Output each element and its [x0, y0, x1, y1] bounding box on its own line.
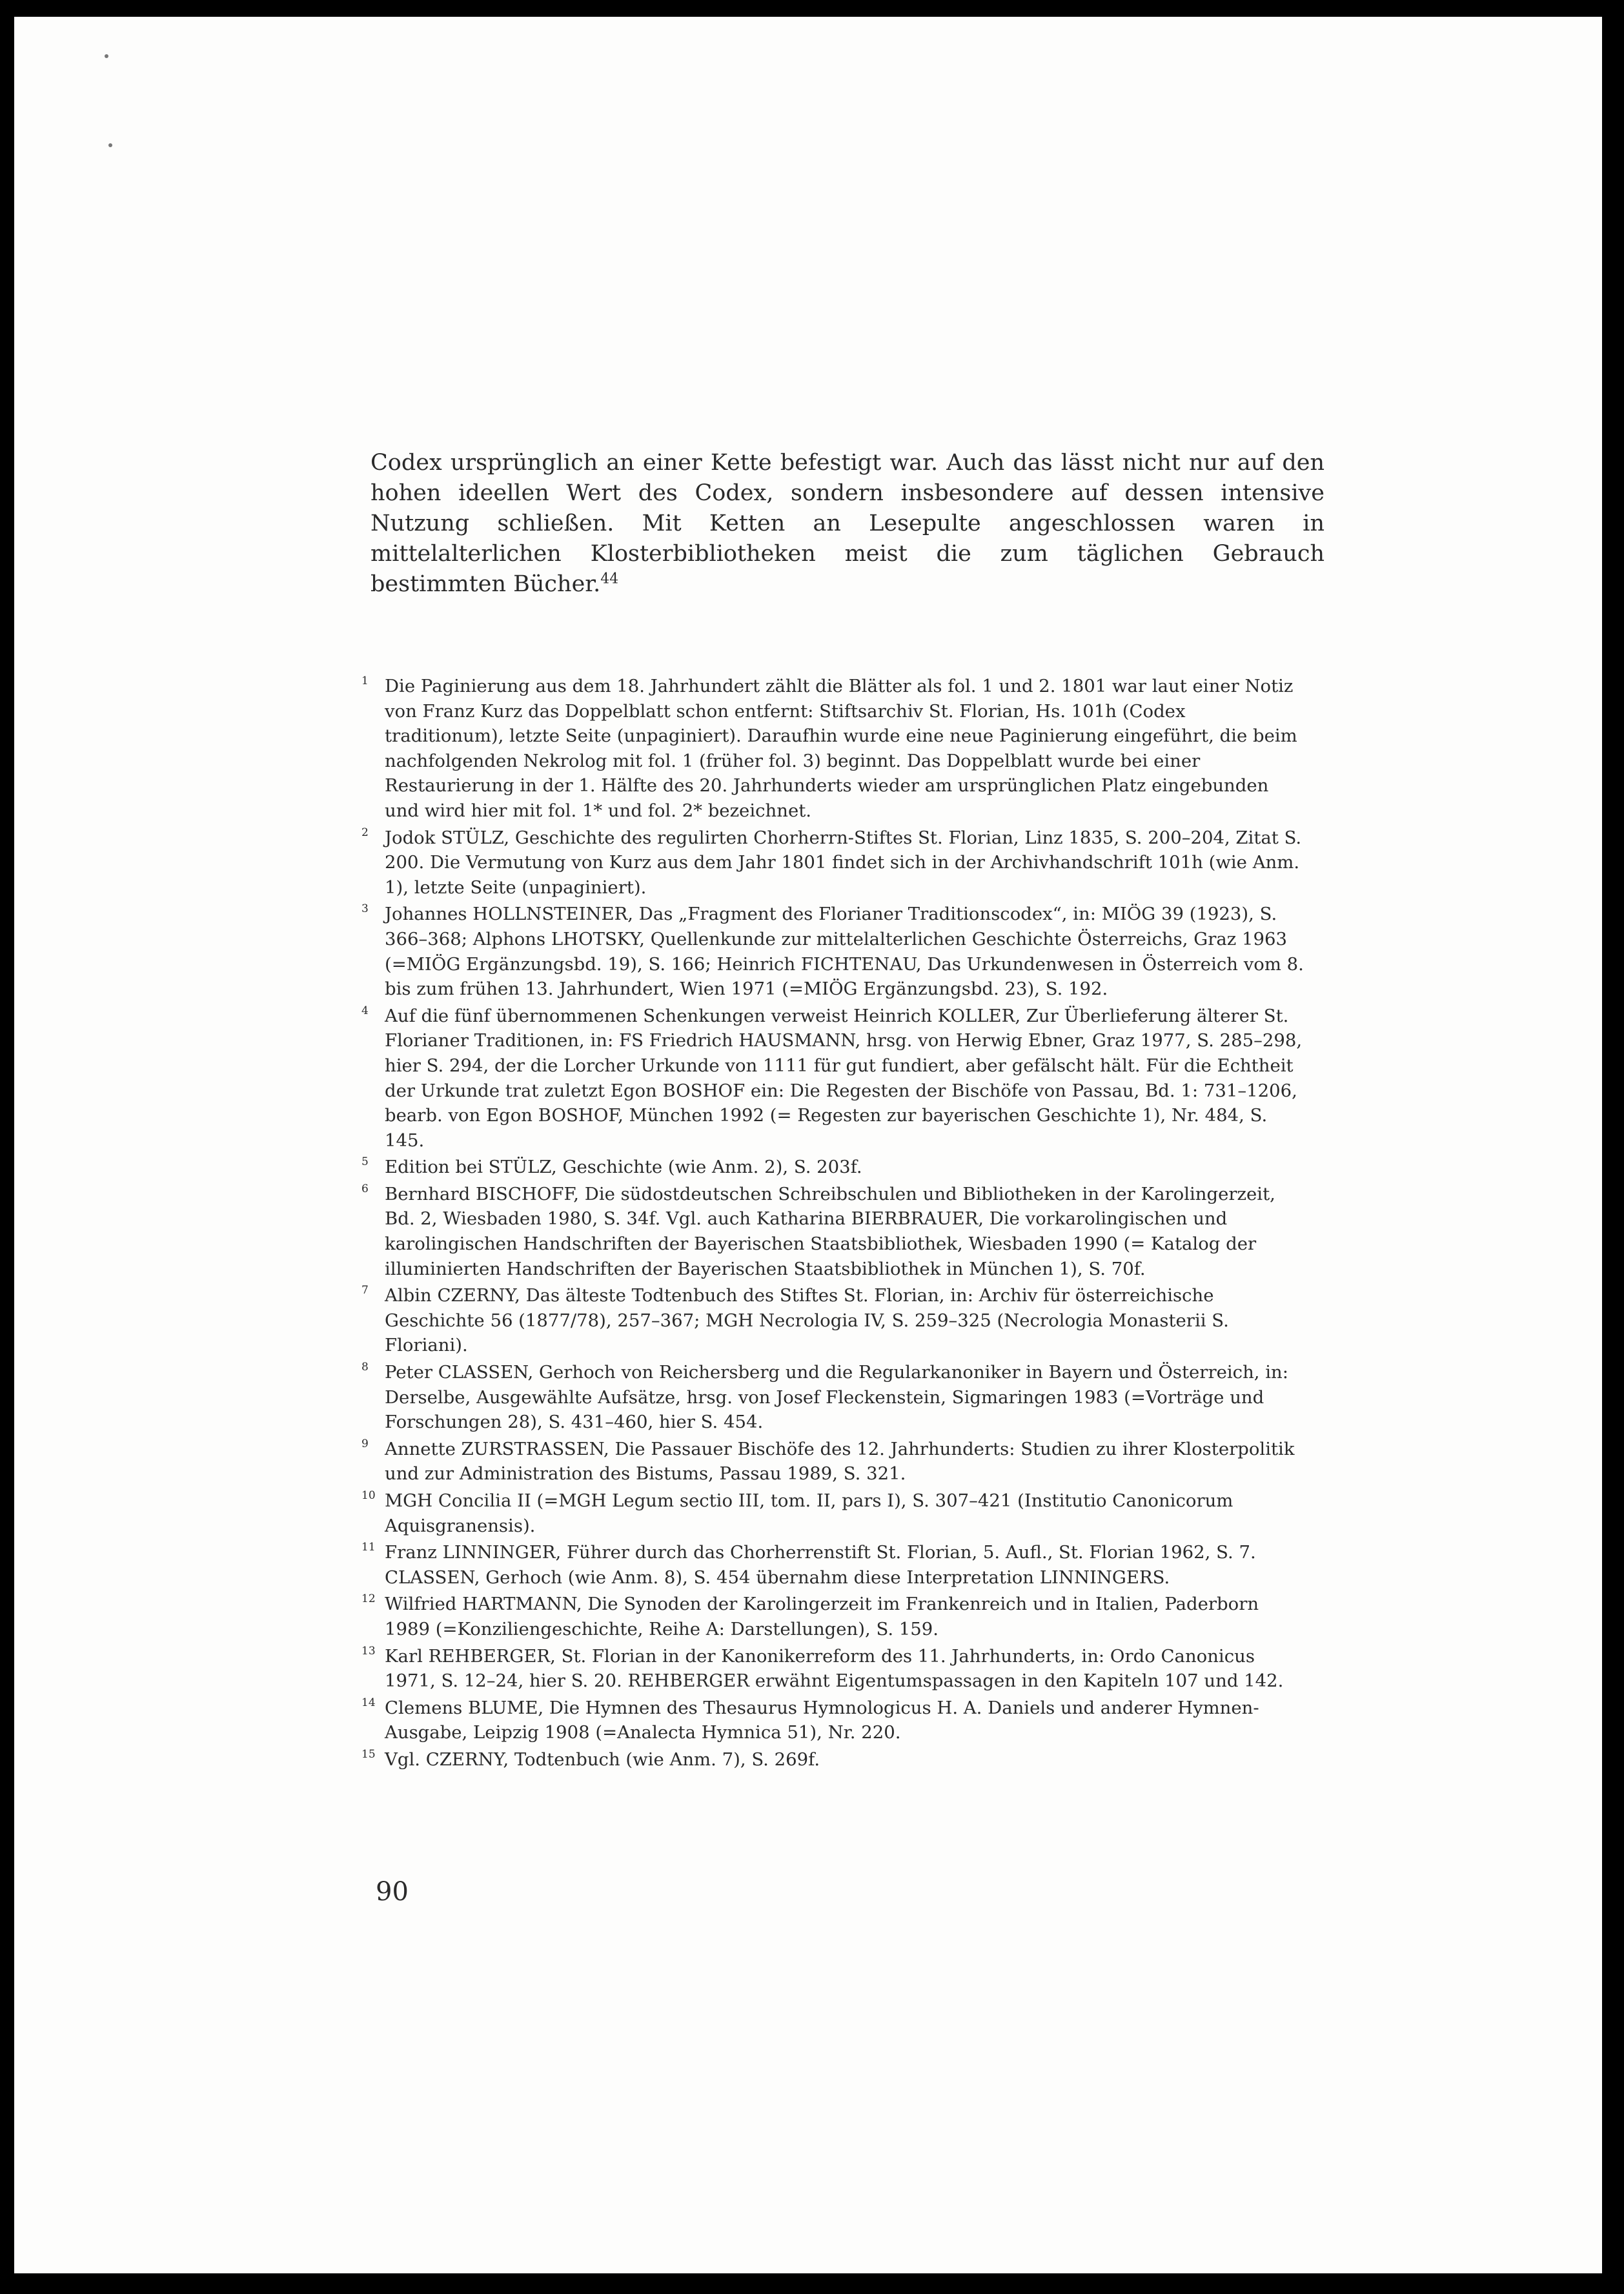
footnote-number: 1 — [361, 675, 369, 687]
footnote-text: Vgl. CZERNY, Todtenbuch (wie Anm. 7), S. 269f. — [385, 1749, 820, 1770]
body-paragraph-text: Codex ursprünglich an einer Kette befestigt war. Auch das lässt nicht nur auf den hohen ideellen Wert des Codex, sondern insbesondere auf dessen intensive Nutzung schließen. Mit Ketten an Lesepulte angeschlossen waren in mittelalterlichen Klosterbibliotheken meist die zum täglichen Gebrauch bestimmten Bücher. — [370, 450, 1325, 597]
footnote-number: 11 — [361, 1541, 376, 1554]
footnote-text: Johannes HOLLNSTEINER, Das „Fragment des Florianer Traditionscodex“, in: MIÖG 39 (1923), S. 366–368; Alphons LHOTSKY, Quellenkunde zur mittelalterlichen Geschichte Österreichs, Graz 1963 (=MIÖG Ergänzungsbd. 19), S. 166; Heinrich FICHTENAU, Das Urkundenwesen in Österreich vom 8. bis zum frühen 13. Jahrhundert, Wien 1971 (=MIÖG Ergänzungsbd. 23), S. 192. — [385, 904, 1304, 1000]
footnote-number: 14 — [361, 1696, 376, 1709]
footnote-text: Albin CZERNY, Das älteste Todtenbuch des Stiftes St. Florian, in: Archiv für österreichische Geschichte 56 (1877/78), 257–367; MGH Necrologia IV, S. 259–325 (Necrologia Monasterii S. Floriani). — [385, 1285, 1229, 1356]
footnote-number: 3 — [361, 902, 369, 916]
footnote-text: Edition bei STÜLZ, Geschichte (wie Anm. 2), S. 203f. — [385, 1157, 862, 1178]
footnote-text: Annette ZURSTRASSEN, Die Passauer Bischöfe des 12. Jahrhunderts: Studien zu ihrer Klosterpolitik und zur Administration des Bistums, Passau 1989, S. 321. — [385, 1438, 1295, 1485]
footnote-text: Franz LINNINGER, Führer durch das Chorherrenstift St. Florian, 5. Aufl., St. Florian 1962, S. 7. CLASSEN, Gerhoch (wie Anm. 8), S. 454 übernahm diese Interpretation LINNINGERS. — [385, 1542, 1256, 1588]
footnote-text: Jodok STÜLZ, Geschichte des regulirten Chorherrn-Stiftes St. Florian, Linz 1835, S. 200–204, Zitat S. 200. Die Vermutung von Kurz aus dem Jahr 1801 findet sich in der Archivhandschrift 101h (wie Anm. 1), letzte Seite (unpaginiert). — [385, 827, 1302, 898]
footnote — [361, 1747, 1305, 1772]
footnote — [361, 1488, 1305, 1538]
footnote-number: 7 — [361, 1284, 369, 1297]
footnote-number: 8 — [361, 1361, 369, 1374]
footnote-text: Karl REHBERGER, St. Florian in der Kanonikerreform des 11. Jahrhunderts, in: Ordo Canonicus 1971, S. 12–24, hier S. 20. REHBERGER erwähnt Eigentumspassagen in den Kapiteln 107 und 142. — [385, 1645, 1284, 1692]
footnote — [361, 826, 1305, 900]
footnote-text: Clemens BLUME, Die Hymnen des Thesaurus Hymnologicus H. A. Daniels und anderer Hymnen-Ausgabe, Leipzig 1908 (=Analecta Hymnica 51), Nr. 220. — [385, 1697, 1259, 1743]
footnote — [361, 1155, 1305, 1180]
footnote-number: 12 — [361, 1592, 376, 1606]
page-number: 90 — [376, 1877, 409, 1907]
footnote-text: Auf die fünf übernommenen Schenkungen verweist Heinrich KOLLER, Zur Überlieferung älterer St. Florianer Traditionen, in: FS Friedrich HAUSMANN, hrsg. von Herwig Ebner, Graz 1977, S. 285–298, hier S. 294, der die Lorcher Urkunde von 1111 für gut fundiert, aber gefälscht hält. Für die Echtheit der Urkunde trat zuletzt Egon BOSHOF ein: Die Regesten der Bischöfe von Passau, Bd. 1: 731–1206, bearb. von Egon BOSHOF, München 1992 (= Regesten zur bayerischen Geschichte 1), Nr. 484, S. 145. — [385, 1005, 1303, 1151]
footnote — [361, 1004, 1305, 1153]
footnote-text: Peter CLASSEN, Gerhoch von Reichersberg und die Regularkanoniker in Bayern und Österreich, in: Derselbe, Ausgewählte Aufsätze, hrsg. von Josef Fleckenstein, Sigmaringen 1983 (=Vorträge und Forschungen 28), S. 431–460, hier S. 454. — [385, 1362, 1289, 1433]
footnote — [361, 1696, 1305, 1745]
footnotes-list — [361, 674, 1305, 1774]
footnote — [361, 1592, 1305, 1641]
footnote — [361, 902, 1305, 1001]
footnote-number: 5 — [361, 1155, 369, 1169]
footnote — [361, 674, 1305, 824]
footnote-text: Bernhard BISCHOFF, Die südostdeutschen Schreibschulen und Bibliotheken in der Karolingerzeit, Bd. 2, Wiesbaden 1980, S. 34f. Vgl. auch Katharina BIERBRAUER, Die vorkarolingischen und karolingischen Handschriften der Bayerischen Staatsbibliothek, Wiesbaden 1990 (= Katalog der illuminierten Handschriften der Bayerischen Staatsbibliothek in München 1), S. 70f. — [385, 1183, 1275, 1279]
footnote — [361, 1644, 1305, 1694]
footnote-number: 9 — [361, 1437, 369, 1450]
scan-speck — [105, 54, 108, 58]
footnote-number: 10 — [361, 1489, 376, 1502]
footnote-number: 6 — [361, 1182, 369, 1195]
footnote — [361, 1360, 1305, 1435]
footnote — [361, 1182, 1305, 1281]
footnote-text: MGH Concilia II (=MGH Legum sectio III, tom. II, pars I), S. 307–421 (Institutio Canonicorum Aquisgranensis). — [385, 1490, 1233, 1536]
footnote — [361, 1437, 1305, 1487]
footnote-number: 4 — [361, 1004, 369, 1017]
footnote-text: Wilfried HARTMANN, Die Synoden der Karolingerzeit im Frankenreich und in Italien, Paderborn 1989 (=Konziliengeschichte, Reihe A: Darstellungen), S. 159. — [385, 1594, 1259, 1639]
footnote-number: 2 — [361, 826, 369, 839]
footnote-reference: 44 — [600, 571, 619, 587]
footnote — [361, 1540, 1305, 1590]
footnote-number: 13 — [361, 1644, 376, 1658]
footnote-number: 15 — [361, 1747, 376, 1761]
footnote — [361, 1283, 1305, 1358]
scan-speck — [108, 143, 112, 147]
footnote-text: Die Paginierung aus dem 18. Jahrhundert zählt die Blätter als fol. 1 und 2. 1801 war laut einer Notiz von Franz Kurz das Doppelblatt schon entfernt: Stiftsarchiv St. Florian, Hs. 101h (Codex traditionum), letzte Seite (unpaginiert). Daraufhin wurde eine neue Paginierung eingeführt, die beim nachfolgenden Nekrolog mit fol. 1 (früher fol. 3) beginnt. Das Doppelblatt wurde bei einer Restaurierung in der 1. Hälfte des 20. Jahrhunderts wieder am ursprünglichen Platz eingebunden und wird hier mit fol. 1* und fol. 2* bezeichnet. — [385, 676, 1297, 821]
body-paragraph — [370, 448, 1325, 600]
